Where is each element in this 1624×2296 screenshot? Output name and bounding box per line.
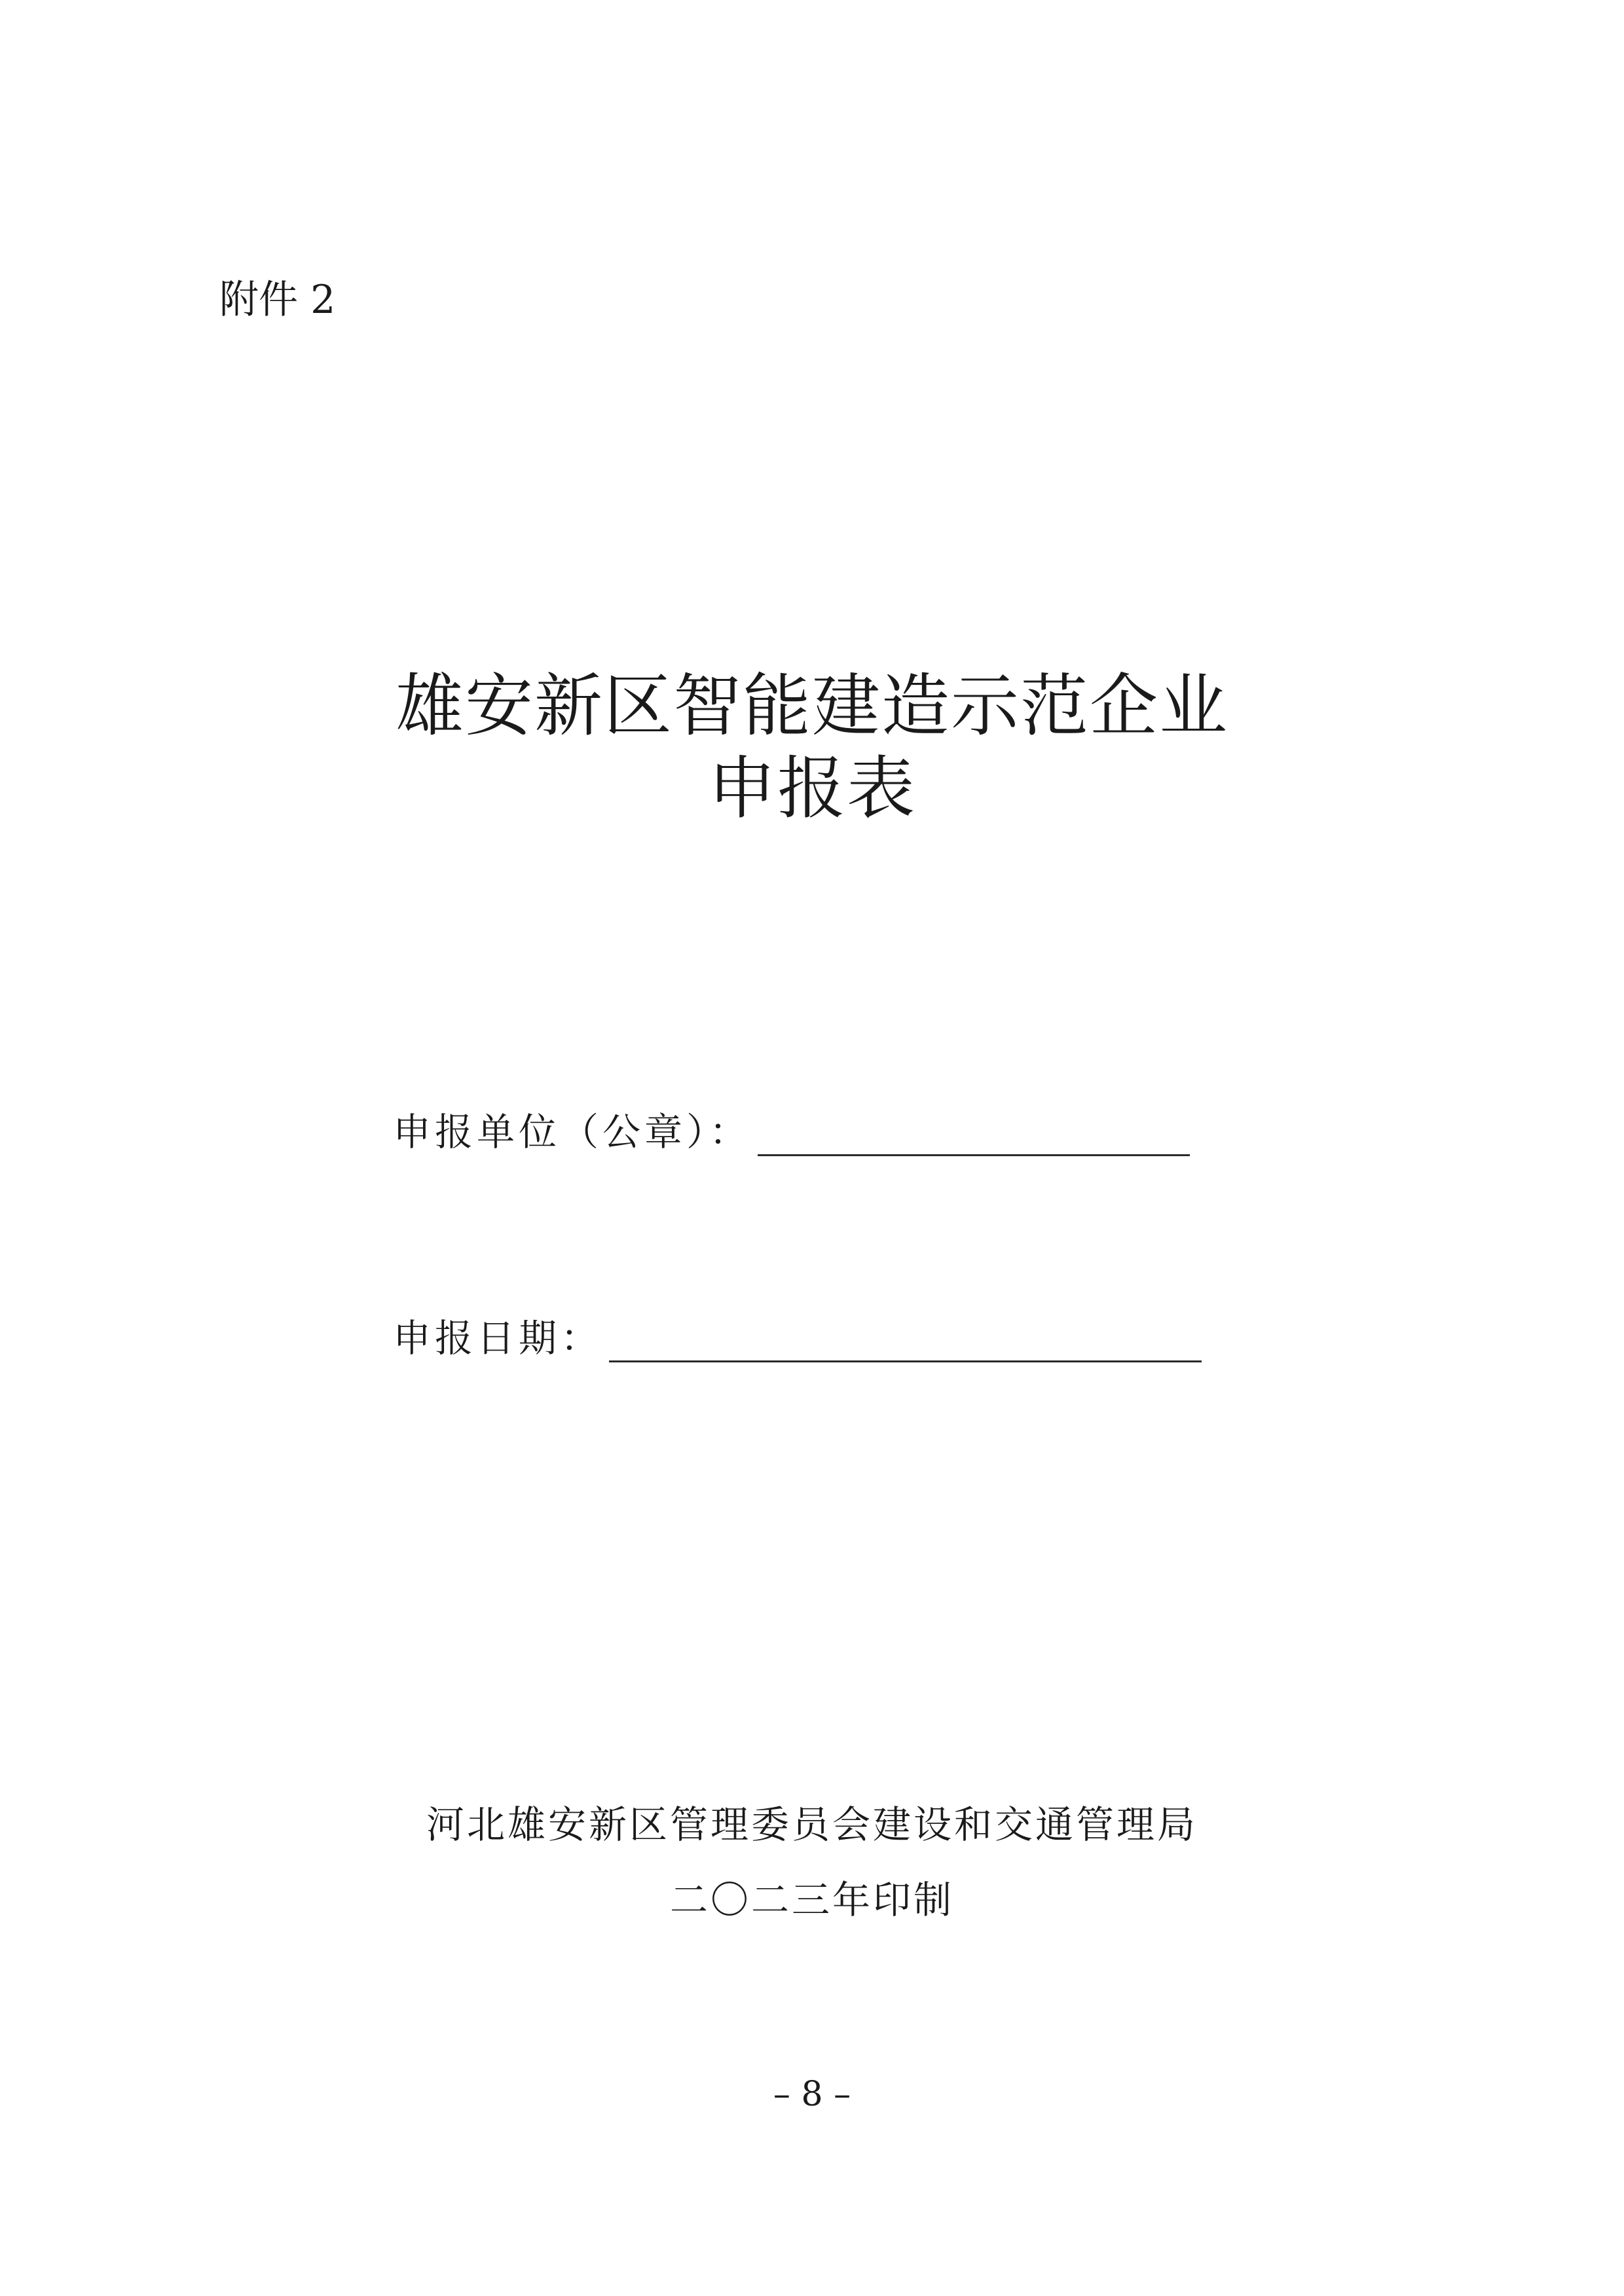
attachment-label: 附件 2 <box>219 277 336 323</box>
applicant-unit-label: 申报单位（公章）： <box>393 1110 752 1154</box>
print-year: 二〇二三年印制 <box>669 1878 954 1922</box>
application-date-field <box>393 1316 1202 1360</box>
title-line-1: 雄安新区智能建造示范企业 <box>395 666 1228 746</box>
page-number: – 8 – <box>773 2075 851 2114</box>
issuing-authority: 河北雄安新区管理委员会建设和交通管理局 <box>426 1802 1198 1847</box>
applicant-unit-blank <box>758 1154 1190 1156</box>
application-date-label: 申报日期： <box>393 1316 603 1360</box>
document-title <box>0 665 1624 829</box>
title-line-2: 申报表 <box>707 748 916 828</box>
application-date-blank <box>609 1360 1202 1362</box>
applicant-unit-field <box>393 1110 1190 1154</box>
